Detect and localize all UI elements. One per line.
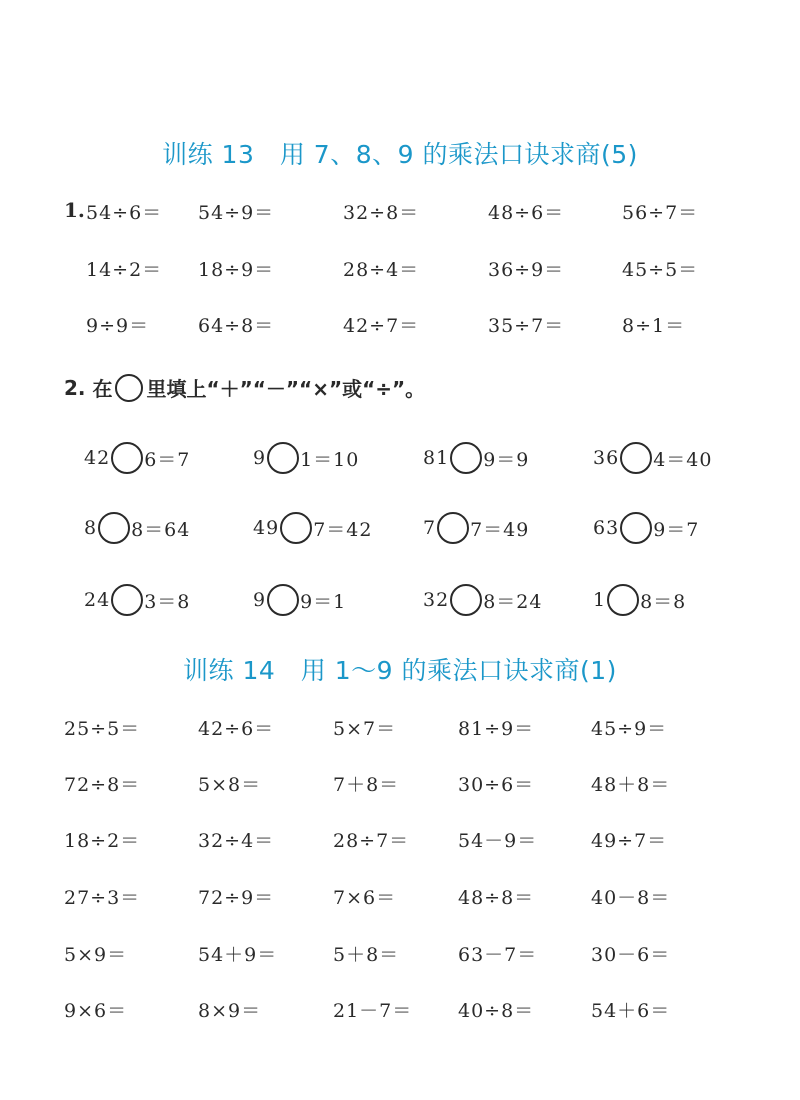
division-problem: 28÷4＝ xyxy=(343,259,420,281)
operator-blank-circle[interactable] xyxy=(111,442,143,474)
arithmetic-problem: 40÷8＝ xyxy=(458,1000,535,1022)
division-problem: 45÷5＝ xyxy=(622,259,699,281)
left-operand: 36 xyxy=(593,447,620,469)
arithmetic-problem: 32÷4＝ xyxy=(198,830,275,852)
left-operand: 49 xyxy=(253,517,280,539)
arithmetic-problem: 54－9＝ xyxy=(458,830,538,852)
division-problem: 54÷9＝ xyxy=(198,202,275,224)
right-expression: 9＝7 xyxy=(653,518,700,541)
arithmetic-problem: 30－6＝ xyxy=(591,944,671,966)
arithmetic-problem: 21－7＝ xyxy=(333,1000,413,1022)
fill-operator-problem xyxy=(84,584,190,616)
operator-blank-circle[interactable] xyxy=(450,584,482,616)
arithmetic-problem: 72÷9＝ xyxy=(198,887,275,909)
section-14-title: 训练 14 用 1～9 的乘法口诀求商(1) xyxy=(183,656,617,685)
arithmetic-problem: 30÷6＝ xyxy=(458,774,535,796)
division-problem: 64÷8＝ xyxy=(198,315,275,337)
right-expression: 8＝8 xyxy=(640,590,687,613)
question-1-number: 1. xyxy=(64,198,85,222)
prompt-text-after: 里填上“＋”“－”“×”或“÷”。 xyxy=(146,377,426,401)
arithmetic-problem: 5＋8＝ xyxy=(333,944,400,966)
left-operand: 7 xyxy=(423,517,437,539)
division-problem: 35÷7＝ xyxy=(488,315,565,337)
division-problem: 36÷9＝ xyxy=(488,259,565,281)
operator-blank-circle[interactable] xyxy=(267,442,299,474)
left-operand: 32 xyxy=(423,589,450,611)
right-expression: 7＝42 xyxy=(313,518,373,541)
operator-blank-circle[interactable] xyxy=(111,584,143,616)
division-problem: 32÷8＝ xyxy=(343,202,420,224)
arithmetic-problem: 18÷2＝ xyxy=(64,830,141,852)
left-operand: 9 xyxy=(253,447,267,469)
arithmetic-problem: 54＋9＝ xyxy=(198,944,278,966)
prompt-text-before: 在 xyxy=(85,377,113,401)
fill-operator-problem xyxy=(593,512,699,544)
fill-operator-problem xyxy=(593,584,686,616)
right-expression: 6＝7 xyxy=(144,448,191,471)
section-13-title: 训练 13 用 7、8、9 的乘法口诀求商(5) xyxy=(162,140,638,169)
fill-operator-problem xyxy=(423,512,529,544)
fill-operator-problem xyxy=(253,584,346,616)
arithmetic-problem: 49÷7＝ xyxy=(591,830,668,852)
arithmetic-problem: 63－7＝ xyxy=(458,944,538,966)
left-operand: 1 xyxy=(593,589,607,611)
circle-symbol-icon xyxy=(115,374,143,402)
arithmetic-problem: 9×6＝ xyxy=(64,1000,128,1022)
division-problem: 56÷7＝ xyxy=(622,202,699,224)
fill-operator-problem xyxy=(253,512,372,544)
arithmetic-problem: 48÷8＝ xyxy=(458,887,535,909)
right-expression: 7＝49 xyxy=(470,518,530,541)
right-expression: 8＝64 xyxy=(131,518,191,541)
fill-operator-problem xyxy=(84,512,190,544)
right-expression: 9＝9 xyxy=(483,448,530,471)
arithmetic-problem: 7×6＝ xyxy=(333,887,397,909)
arithmetic-problem: 7＋8＝ xyxy=(333,774,400,796)
left-operand: 81 xyxy=(423,447,450,469)
arithmetic-problem: 40－8＝ xyxy=(591,887,671,909)
arithmetic-problem: 25÷5＝ xyxy=(64,718,141,740)
arithmetic-problem: 8×9＝ xyxy=(198,1000,262,1022)
question-2-prompt xyxy=(64,373,425,402)
right-expression: 8＝24 xyxy=(483,590,543,613)
left-operand: 8 xyxy=(84,517,98,539)
arithmetic-problem: 5×9＝ xyxy=(64,944,128,966)
division-problem: 9÷9＝ xyxy=(86,315,150,337)
arithmetic-problem: 5×7＝ xyxy=(333,718,397,740)
division-problem: 14÷2＝ xyxy=(86,259,163,281)
operator-blank-circle[interactable] xyxy=(98,512,130,544)
operator-blank-circle[interactable] xyxy=(437,512,469,544)
fill-operator-problem xyxy=(84,442,190,474)
arithmetic-problem: 28÷7＝ xyxy=(333,830,410,852)
arithmetic-problem: 45÷9＝ xyxy=(591,718,668,740)
operator-blank-circle[interactable] xyxy=(620,442,652,474)
left-operand: 42 xyxy=(84,447,111,469)
arithmetic-problem: 5×8＝ xyxy=(198,774,262,796)
arithmetic-problem: 54＋6＝ xyxy=(591,1000,671,1022)
operator-blank-circle[interactable] xyxy=(450,442,482,474)
fill-operator-problem xyxy=(593,442,712,474)
operator-blank-circle[interactable] xyxy=(267,584,299,616)
operator-blank-circle[interactable] xyxy=(280,512,312,544)
division-problem: 8÷1＝ xyxy=(622,315,686,337)
arithmetic-problem: 48＋8＝ xyxy=(591,774,671,796)
fill-operator-problem xyxy=(423,442,529,474)
operator-blank-circle[interactable] xyxy=(607,584,639,616)
operator-blank-circle[interactable] xyxy=(620,512,652,544)
arithmetic-problem: 27÷3＝ xyxy=(64,887,141,909)
right-expression: 3＝8 xyxy=(144,590,191,613)
left-operand: 24 xyxy=(84,589,111,611)
arithmetic-problem: 81÷9＝ xyxy=(458,718,535,740)
division-problem: 18÷9＝ xyxy=(198,259,275,281)
fill-operator-problem xyxy=(423,584,542,616)
right-expression: 4＝40 xyxy=(653,448,713,471)
division-problem: 42÷7＝ xyxy=(343,315,420,337)
left-operand: 63 xyxy=(593,517,620,539)
division-problem: 54÷6＝ xyxy=(86,202,163,224)
arithmetic-problem: 42÷6＝ xyxy=(198,718,275,740)
arithmetic-problem: 72÷8＝ xyxy=(64,774,141,796)
question-2-number: 2. xyxy=(64,375,86,400)
right-expression: 9＝1 xyxy=(300,590,347,613)
fill-operator-problem xyxy=(253,442,359,474)
right-expression: 1＝10 xyxy=(300,448,360,471)
left-operand: 9 xyxy=(253,589,267,611)
division-problem: 48÷6＝ xyxy=(488,202,565,224)
